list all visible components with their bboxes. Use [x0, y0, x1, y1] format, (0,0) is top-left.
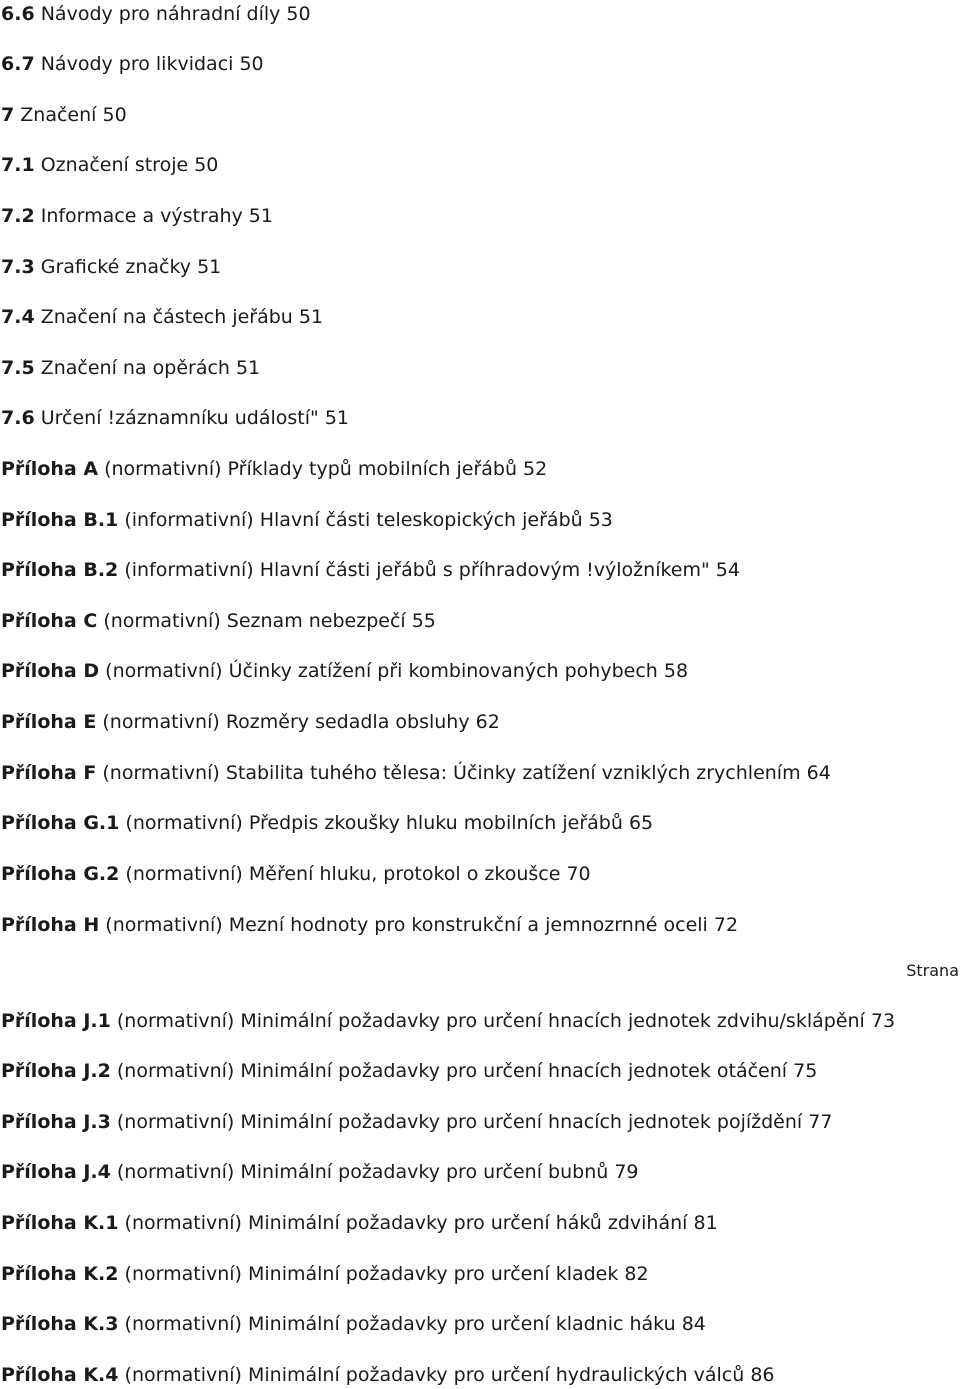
toc-entry-number: 7.4: [1, 306, 35, 328]
toc-entry-number: 7.1: [1, 154, 35, 176]
toc-entry-title: (normativní) Minimální požadavky pro určení kladek: [124, 1263, 619, 1285]
toc-entry-number: Příloha G.1: [1, 812, 120, 834]
toc-entry-title: (normativní) Seznam nebezpečí: [103, 610, 406, 632]
toc-entry-number: 6.7: [1, 53, 35, 75]
toc-entry[interactable]: [1, 255, 221, 279]
toc-entry-title: (normativní) Účinky zatížení při kombinovaných pohybech: [105, 660, 658, 682]
toc-entry-title: Návody pro likvidaci: [40, 53, 234, 75]
toc-entry-title: (normativní) Stabilita tuhého tělesa: Účinky zatížení vzniklých zrychlením: [102, 762, 801, 784]
toc-entry-title: (normativní) Předpis zkoušky hluku mobilních jeřábů: [125, 812, 623, 834]
toc-entry-number: Příloha J.2: [1, 1060, 111, 1082]
toc-entry-number: Příloha K.1: [1, 1212, 119, 1234]
toc-entry-page-number: 73: [870, 1010, 896, 1032]
toc-entry-number: Příloha H: [1, 914, 100, 936]
toc-entry[interactable]: [1, 457, 547, 481]
toc-entry-page-number: 50: [194, 154, 219, 176]
toc-entry-title: (normativní) Minimální požadavky pro určení bubnů: [116, 1161, 609, 1183]
toc-entry[interactable]: [1, 1110, 832, 1134]
toc-entry-page-number: 70: [566, 863, 591, 885]
toc-entry[interactable]: [1, 659, 688, 683]
toc-entry-title: (normativní) Minimální požadavky pro určení hnacích jednotek otáčení: [116, 1060, 788, 1082]
toc-entry-title: Grafické značky: [40, 256, 192, 278]
toc-entry[interactable]: [1, 1312, 706, 1336]
toc-entry[interactable]: [1, 913, 738, 937]
toc-entry[interactable]: [1, 508, 613, 532]
toc-entry-page-number: 62: [475, 711, 500, 733]
toc-entry-number: Příloha E: [1, 711, 97, 733]
toc-entry-number: Příloha A: [1, 458, 99, 480]
toc-entry-number: Příloha K.3: [1, 1313, 119, 1335]
toc-entry-title: (normativní) Minimální požadavky pro určení kladnic háku: [124, 1313, 676, 1335]
toc-entry-page-number: 54: [715, 559, 740, 581]
toc-entry-page-number: 53: [588, 509, 613, 531]
toc-entry-number: Příloha B.1: [1, 509, 119, 531]
toc-entry-number: Příloha C: [1, 610, 98, 632]
toc-entry[interactable]: [1, 356, 260, 380]
toc-entry[interactable]: [1, 1211, 718, 1235]
toc-entry-page-number: 55: [411, 610, 436, 632]
toc-entry-title: Značení na opěrách: [40, 357, 230, 379]
toc-entry-title: (normativní) Minimální požadavky pro určení háků zdvihání: [124, 1212, 688, 1234]
toc-entry-number: 7.6: [1, 407, 35, 429]
toc-entry-page-number: 77: [808, 1111, 833, 1133]
toc-entry[interactable]: [1, 1160, 639, 1184]
toc-entry-page-number: 64: [806, 762, 831, 784]
toc-entry[interactable]: [1, 1009, 895, 1033]
toc-entry-title: (normativní) Příklady typů mobilních jeřábů: [104, 458, 517, 480]
toc-entry[interactable]: [1, 1059, 817, 1083]
toc-entry-number: Příloha J.4: [1, 1161, 111, 1183]
toc-entry[interactable]: [1, 103, 127, 127]
toc-entry-page-number: 82: [624, 1263, 649, 1285]
toc-entry[interactable]: [1, 558, 740, 582]
toc-entry[interactable]: [1, 204, 273, 228]
toc-entry[interactable]: [1, 761, 831, 785]
toc-entry-number: 7.3: [1, 256, 35, 278]
toc-entry-page-number: 75: [793, 1060, 818, 1082]
toc-entry-page-number: 72: [713, 914, 739, 936]
toc-entry-page-number: 51: [248, 205, 273, 227]
toc-entry-page-number: 86: [750, 1364, 775, 1386]
toc-entry-page-number: 51: [236, 357, 261, 379]
toc-entry-title: (normativní) Minimální požadavky pro určení hnacích jednotek pojíždění: [116, 1111, 803, 1133]
toc-entry[interactable]: [1, 1363, 775, 1387]
toc-entry-title: Značení na částech jeřábu: [40, 306, 293, 328]
toc-entry-title: Návody pro náhradní díly: [40, 3, 281, 25]
toc-entry-number: Příloha K.2: [1, 1263, 119, 1285]
toc-entry[interactable]: [1, 2, 311, 26]
toc-entry[interactable]: [1, 862, 591, 886]
toc-entry-number: Příloha F: [1, 762, 97, 784]
toc-entry-number: Příloha K.4: [1, 1364, 119, 1386]
toc-entry-page-number: 50: [102, 104, 127, 126]
toc-entry[interactable]: [1, 305, 323, 329]
toc-entry-title: Označení stroje: [40, 154, 189, 176]
toc-entry-number: 7.2: [1, 205, 35, 227]
toc-entry-page-number: 50: [239, 53, 264, 75]
toc-entry-title: Značení: [20, 104, 97, 126]
toc-entry-page-number: 52: [523, 458, 548, 480]
toc-entry[interactable]: [1, 811, 653, 835]
toc-entry-title: (normativní) Rozměry sedadla obsluhy: [102, 711, 470, 733]
toc-entry-number: 6.6: [1, 3, 35, 25]
toc-entry-number: Příloha B.2: [1, 559, 119, 581]
toc-entry-title: (normativní) Měření hluku, protokol o zkoušce: [125, 863, 561, 885]
toc-entry-title: (normativní) Minimální požadavky pro určení hydraulických válců: [124, 1364, 745, 1386]
page-column-header: Strana: [906, 961, 959, 980]
toc-entry[interactable]: [1, 406, 349, 430]
toc-entry-title: (normativní) Minimální požadavky pro určení hnacích jednotek zdvihu/sklápění: [116, 1010, 865, 1032]
toc-entry-page-number: 81: [693, 1212, 718, 1234]
toc-entry[interactable]: [1, 52, 264, 76]
toc-entry-number: 7: [1, 104, 15, 126]
toc-entry-page-number: 79: [614, 1161, 639, 1183]
toc-entry[interactable]: [1, 1262, 649, 1286]
toc-entry-page-number: 58: [663, 660, 689, 682]
toc-entry-number: Příloha G.2: [1, 863, 120, 885]
toc-entry-title: Informace a výstrahy: [40, 205, 243, 227]
toc-entry-page-number: 50: [286, 3, 311, 25]
toc-entry[interactable]: [1, 153, 218, 177]
toc-entry-number: Příloha J.3: [1, 1111, 111, 1133]
toc-entry[interactable]: [1, 609, 436, 633]
toc-entry-title: (informativní) Hlavní části jeřábů s příhradovým !výložníkem": [124, 559, 710, 581]
toc-entry-page-number: 65: [628, 812, 654, 834]
toc-entry-page-number: 51: [197, 256, 222, 278]
toc-entry-number: 7.5: [1, 357, 35, 379]
toc-entry-page-number: 51: [298, 306, 324, 328]
toc-entry-page-number: 51: [324, 407, 349, 429]
toc-entry-page-number: 84: [681, 1313, 706, 1335]
toc-entry-title: (normativní) Mezní hodnoty pro konstrukční a jemnozrnné oceli: [105, 914, 708, 936]
toc-entry-title: Určení !záznamníku událostí": [40, 407, 319, 429]
toc-entry[interactable]: [1, 710, 500, 734]
toc-entry-title: (informativní) Hlavní části teleskopických jeřábů: [124, 509, 583, 531]
toc-entry-number: Příloha J.1: [1, 1010, 111, 1032]
toc-entry-number: Příloha D: [1, 660, 100, 682]
